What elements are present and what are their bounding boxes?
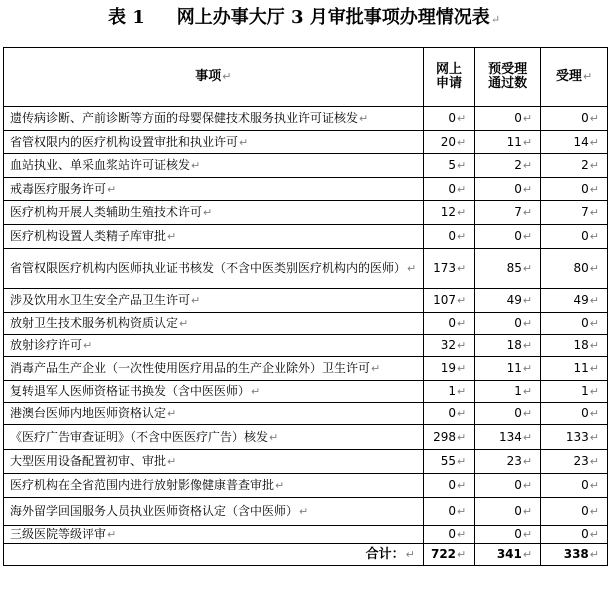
row-pre-accepted: 0↵ (475, 107, 541, 131)
row-pre-accepted: 0↵ (475, 178, 541, 201)
table-body (4, 107, 608, 544)
row-name: 戒毒医疗服务许可↵ (4, 178, 424, 201)
row-pre-accepted: 7↵ (475, 201, 541, 225)
total-label: 合计：↵ (4, 544, 424, 566)
row-accepted: 0↵ (541, 107, 608, 131)
row-pre-accepted: 2↵ (475, 154, 541, 178)
table-row (4, 313, 608, 335)
row-online: 0↵ (423, 526, 474, 544)
row-accepted: 14↵ (541, 131, 608, 154)
header-item: 事项↵ (4, 48, 424, 107)
row-name: 港澳台医师内地医师资格认定↵ (4, 403, 424, 425)
table-row (4, 154, 608, 178)
table-row (4, 201, 608, 225)
row-online: 298↵ (423, 425, 474, 450)
row-online: 173↵ (423, 249, 474, 289)
row-name: 遗传病诊断、产前诊断等方面的母婴保健技术服务执业许可证核发↵ (4, 107, 424, 131)
row-name: 三级医院等级评审↵ (4, 526, 424, 544)
table-row (4, 225, 608, 249)
row-pre-accepted: 23↵ (475, 450, 541, 474)
row-accepted: 18↵ (541, 335, 608, 357)
row-accepted: 0↵ (541, 313, 608, 335)
table-row (4, 526, 608, 544)
row-online: 19↵ (423, 357, 474, 381)
row-pre-accepted: 1↵ (475, 381, 541, 403)
row-accepted: 0↵ (541, 474, 608, 498)
row-accepted: 0↵ (541, 178, 608, 201)
row-online: 0↵ (423, 313, 474, 335)
table-row (4, 107, 608, 131)
total-accepted: 338↵ (541, 544, 608, 566)
header-pre-accepted: 预受理 通过数 (475, 48, 541, 107)
table-number: 表 1 (107, 7, 145, 28)
row-online: 5↵ (423, 154, 474, 178)
row-pre-accepted: 49↵ (475, 289, 541, 313)
row-accepted: 80↵ (541, 249, 608, 289)
row-online: 107↵ (423, 289, 474, 313)
row-online: 0↵ (423, 498, 474, 526)
row-name: 复转退军人医师资格证书换发（含中医医师）↵ (4, 381, 424, 403)
row-pre-accepted: 85↵ (475, 249, 541, 289)
row-online: 0↵ (423, 474, 474, 498)
row-name: 省管权限医疗机构内医师执业证书核发（不含中医类别医疗机构内的医师）↵ (4, 249, 424, 289)
row-name: 血站执业、单采血浆站许可证核发↵ (4, 154, 424, 178)
row-online: 12↵ (423, 201, 474, 225)
row-accepted: 11↵ (541, 357, 608, 381)
total-online: 722↵ (423, 544, 474, 566)
row-name: 消毒产品生产企业（一次性使用医疗用品的生产企业除外）卫生许可↵ (4, 357, 424, 381)
table-row (4, 357, 608, 381)
row-name: 涉及饮用水卫生安全产品卫生许可↵ (4, 289, 424, 313)
table-row (4, 474, 608, 498)
total-pre-accepted: 341↵ (475, 544, 541, 566)
table-row (4, 178, 608, 201)
row-name: 医疗机构开展人类辅助生殖技术许可↵ (4, 201, 424, 225)
row-pre-accepted: 18↵ (475, 335, 541, 357)
row-name: 《医疗广告审查证明》（不含中医医疗广告）核发↵ (4, 425, 424, 450)
table-row (4, 131, 608, 154)
row-pre-accepted: 0↵ (475, 474, 541, 498)
row-accepted: 0↵ (541, 225, 608, 249)
table-row (4, 289, 608, 313)
header-accepted: 受理↵ (541, 48, 608, 107)
total-row (4, 544, 608, 566)
row-name: 放射卫生技术服务机构资质认定↵ (4, 313, 424, 335)
table-row (4, 498, 608, 526)
row-name: 海外留学回国服务人员执业医师资格认定（含中医师）↵ (4, 498, 424, 526)
approval-table (3, 47, 608, 566)
paragraph-mark-icon: ↵ (490, 13, 501, 26)
row-pre-accepted: 11↵ (475, 131, 541, 154)
row-name: 医疗机构在全省范围内进行放射影像健康普查审批↵ (4, 474, 424, 498)
row-online: 0↵ (423, 107, 474, 131)
row-name: 医疗机构设置人类精子库审批↵ (4, 225, 424, 249)
row-pre-accepted: 0↵ (475, 403, 541, 425)
row-name: 大型医用设备配置初审、审批↵ (4, 450, 424, 474)
row-online: 0↵ (423, 178, 474, 201)
row-pre-accepted: 0↵ (475, 225, 541, 249)
header-row (4, 48, 608, 107)
table-row (4, 403, 608, 425)
table-row (4, 381, 608, 403)
row-online: 1↵ (423, 381, 474, 403)
row-pre-accepted: 11↵ (475, 357, 541, 381)
row-online: 55↵ (423, 450, 474, 474)
row-accepted: 0↵ (541, 526, 608, 544)
row-online: 0↵ (423, 403, 474, 425)
row-accepted: 0↵ (541, 498, 608, 526)
row-online: 32↵ (423, 335, 474, 357)
row-accepted: 133↵ (541, 425, 608, 450)
row-online: 20↵ (423, 131, 474, 154)
table-row (4, 249, 608, 289)
row-name: 放射诊疗许可↵ (4, 335, 424, 357)
row-accepted: 49↵ (541, 289, 608, 313)
row-accepted: 2↵ (541, 154, 608, 178)
row-accepted: 7↵ (541, 201, 608, 225)
row-accepted: 1↵ (541, 381, 608, 403)
row-pre-accepted: 0↵ (475, 313, 541, 335)
table-title (0, 5, 608, 31)
row-pre-accepted: 134↵ (475, 425, 541, 450)
row-pre-accepted: 0↵ (475, 498, 541, 526)
header-online: 网上 申请 (423, 48, 474, 107)
row-accepted: 23↵ (541, 450, 608, 474)
table-row (4, 450, 608, 474)
row-pre-accepted: 0↵ (475, 526, 541, 544)
row-accepted: 0↵ (541, 403, 608, 425)
table-title-text: 网上办事大厅 3 月审批事项办理情况表 (176, 7, 490, 28)
table-row (4, 425, 608, 450)
row-online: 0↵ (423, 225, 474, 249)
row-name: 省管权限内的医疗机构设置审批和执业许可↵ (4, 131, 424, 154)
table-row (4, 335, 608, 357)
